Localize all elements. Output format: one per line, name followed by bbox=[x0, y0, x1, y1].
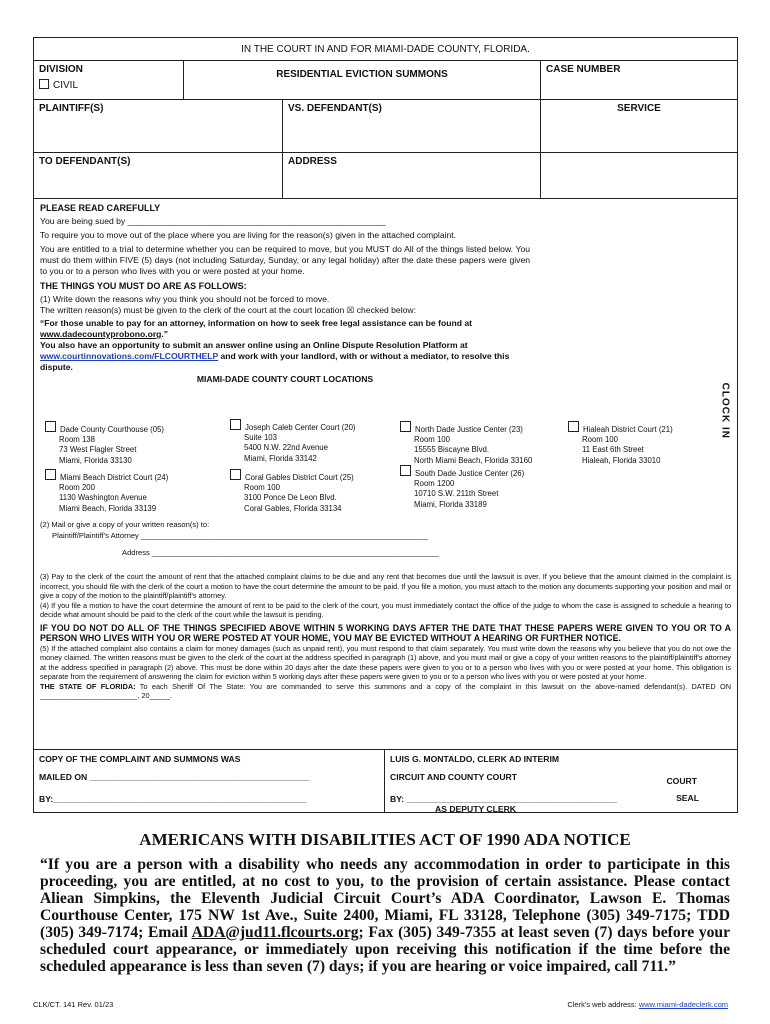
location-south-dade bbox=[400, 465, 524, 510]
location-hialeah bbox=[568, 421, 673, 466]
location-line: 73 West Flagler Street bbox=[59, 445, 137, 455]
sued-by-line: You are being sued by ______________________________________________________ bbox=[40, 216, 386, 226]
case-number-label: CASE NUMBER bbox=[546, 64, 621, 75]
form-title-cell bbox=[184, 61, 541, 99]
location-line: Room 100 bbox=[244, 483, 280, 493]
location-line: 1130 Washington Avenue bbox=[59, 493, 147, 503]
location-line: Miami Beach, Florida 33139 bbox=[59, 503, 157, 513]
by-left-line: BY:_____________________________________________________ bbox=[39, 794, 307, 804]
location-checkbox[interactable] bbox=[230, 419, 241, 430]
mail-section bbox=[40, 519, 700, 558]
location-line: Suite 103 bbox=[244, 433, 277, 443]
defendant-cell bbox=[283, 100, 541, 152]
location-line: Dade County Courthouse (05) bbox=[60, 425, 165, 434]
ada-text bbox=[40, 856, 730, 975]
division-cell bbox=[34, 61, 184, 99]
parties-row bbox=[34, 100, 737, 153]
division-label: DIVISION bbox=[39, 64, 83, 75]
location-line: Hialeah, Florida 33010 bbox=[582, 455, 661, 465]
location-line: 11 East 6th Street bbox=[582, 445, 644, 455]
item1-a: (1) Write down the reasons why you think you should not be forced to move. bbox=[40, 294, 330, 304]
service-label: SERVICE bbox=[617, 103, 661, 114]
location-line: 5400 N.W. 22nd Avenue bbox=[244, 443, 328, 453]
read-carefully: PLEASE READ CAREFULLY bbox=[40, 203, 161, 213]
things-header: THE THINGS YOU MUST DO ARE AS FOLLOWS: bbox=[40, 281, 247, 291]
civil-checkbox[interactable] bbox=[39, 79, 49, 89]
item1-b: The written reason(s) must be given to the clerk of the court at the court location ☒ checked below: bbox=[40, 305, 416, 315]
blank-cell bbox=[541, 153, 737, 198]
summons-form bbox=[33, 37, 738, 813]
mail-line-2: Plaintiff/Plaintiff's Attorney ____________________________________________________________________ bbox=[52, 531, 429, 540]
defendant-label: VS. DEFENDANT(S) bbox=[288, 103, 382, 114]
court-title-row bbox=[34, 38, 737, 61]
legal-help-a: “For those unable to pay for an attorney, information on how to seek free legal assistance can be found at bbox=[40, 318, 472, 328]
location-line: Miami, Florida 33189 bbox=[414, 499, 487, 509]
location-line: North Dade Justice Center (23) bbox=[415, 425, 523, 434]
court-title: IN THE COURT IN AND FOR MIAMI-DADE COUNTY, FLORIDA. bbox=[241, 43, 530, 55]
state-of-florida bbox=[40, 682, 731, 701]
locations-title: MIAMI-DADE COUNTY COURT LOCATIONS bbox=[196, 374, 374, 384]
location-line: Miami Beach District Court (24) bbox=[60, 473, 169, 482]
legal-help-b: .” bbox=[161, 329, 169, 339]
to-defendant-cell bbox=[34, 153, 283, 198]
clerk-court: CIRCUIT AND COUNTY COURT bbox=[390, 772, 517, 782]
odr-b: and work with your landlord, with or without a mediator, to resolve this dispute. bbox=[40, 351, 510, 372]
plaintiff-cell bbox=[34, 100, 283, 152]
address-label: ADDRESS bbox=[288, 156, 337, 167]
web-address bbox=[567, 1000, 728, 1009]
para-3: (3) Pay to the clerk of the court the amount of rent that the attached complaint claims to be due and any rent that becomes due until the lawsuit is over. If you believe that the amount claimed in the complaint is incorrect, you should file with the clerk of the court a motion to have the court determine the amount to be paid. If you file a motion, you must attach to the motion any documents supporting your position and mail or give a copy of the motion to the plaintiff/plaintiff's attorney. bbox=[40, 572, 731, 600]
location-dade-county bbox=[45, 421, 164, 466]
location-line: Hialeah District Court (21) bbox=[583, 425, 673, 434]
location-line: Joseph Caleb Center Court (20) bbox=[245, 423, 356, 432]
state-label: THE STATE OF FLORIDA: bbox=[40, 681, 136, 691]
paragraphs bbox=[40, 572, 731, 701]
mailed-on-line: MAILED ON ______________________________________________ bbox=[39, 772, 310, 782]
ada-email-link[interactable]: ADA@jud11.flcourts.org bbox=[191, 924, 359, 941]
location-miami-beach bbox=[45, 469, 168, 514]
eviction-warning: IF YOU DO NOT DO ALL OF THE THINGS SPECIFIED ABOVE WITHIN 5 WORKING DAYS AFTER THE DATE THAT THESE PAPERS WERE GIVEN TO YOU OR TO A PERSON WHO LIVES WITH YOU OR WERE POSTED AT YOUR HOME, YOU MAY BE EVICTED WITHOUT A HEARING OR FURTHER NOTICE. bbox=[40, 622, 731, 644]
location-line: Miami, Florida 33142 bbox=[244, 453, 317, 463]
web-label: Clerk's web address: bbox=[567, 1000, 639, 1009]
location-line: Room 100 bbox=[582, 435, 618, 445]
form-id: CLK/CT. 141 Rev. 01/23 bbox=[33, 1000, 114, 1009]
address-cell bbox=[283, 153, 541, 198]
case-number-cell bbox=[541, 61, 737, 99]
to-defendant-label: TO DEFENDANT(S) bbox=[39, 156, 131, 167]
location-checkbox[interactable] bbox=[400, 421, 411, 432]
location-checkbox[interactable] bbox=[568, 421, 579, 432]
location-checkbox[interactable] bbox=[400, 465, 411, 476]
mailed-cell bbox=[34, 750, 385, 812]
para-4: (4) If you file a motion to have the court determine the amount of rent to be paid to the clerk of the court, you must immediately contact the office of the judge to whom the case is assigned to schedule a hearing to decide what amount should be paid to the clerk of the court while the lawsuit is pending. bbox=[40, 600, 731, 619]
location-checkbox[interactable] bbox=[45, 469, 56, 480]
state-text: To each Sheriff Of The State: You are commanded to serve this summons and a copy of the complaint in this lawsuit on the above-named defendant(s). DATED ON ________________________, 20_____. bbox=[40, 681, 731, 701]
copy-label: COPY OF THE COMPLAINT AND SUMMONS WAS bbox=[39, 754, 241, 764]
location-checkbox[interactable] bbox=[45, 421, 56, 432]
location-line: Room 200 bbox=[59, 483, 95, 493]
location-line: Room 100 bbox=[414, 435, 450, 445]
entitled-trial-text: You are entitled to a trial to determine whether you can be required to move, but you MUST do All of the things listed below. You must do them within FIVE (5) days (not including Saturday, Sunday, or any legal holiday) after the date these papers were given to you or to a person who lives with you or were posted at your home. bbox=[40, 244, 530, 276]
location-north-dade bbox=[400, 421, 532, 466]
location-line: Room 1200 bbox=[414, 479, 455, 489]
location-checkbox[interactable] bbox=[230, 469, 241, 480]
probono-link[interactable]: www.dadecountyprobono.org bbox=[40, 329, 162, 339]
location-line: North Miami Beach, Florida 33160 bbox=[414, 455, 533, 465]
ada-notice bbox=[40, 830, 730, 975]
deputy-label: AS DEPUTY CLERK bbox=[435, 804, 517, 814]
civil-label: CIVIL bbox=[53, 80, 79, 91]
location-joseph-caleb bbox=[230, 419, 356, 464]
clerk-web-link[interactable]: www.miami-dadeclerk.com bbox=[638, 1000, 728, 1009]
clerk-box bbox=[34, 749, 737, 812]
ada-heading: AMERICANS WITH DISABILITIES ACT OF 1990 ADA NOTICE bbox=[139, 830, 631, 849]
location-line: 10710 S.W. 211th Street bbox=[414, 489, 499, 499]
ada-text-b: ; Fax (305) 349-7355 at least seven (7) days before your scheduled court appearance, or immediately upon receiving this notification if the time before the scheduled appearance is less than seven (7) days; if you are hearing or voice impaired, call 711.” bbox=[40, 924, 731, 975]
mail-line-1: (2) Mail or give a copy of your written reason(s) to: bbox=[40, 520, 210, 529]
odr-a: You also have an opportunity to submit an answer online using an Online Dispute Resolution Platform at bbox=[40, 340, 468, 350]
odr-link[interactable]: www.courtinnovations.com/FLCOURTHELP bbox=[40, 351, 219, 361]
odr-text bbox=[40, 340, 535, 373]
mail-line-3: Address ____________________________________________________________________ bbox=[122, 548, 440, 557]
service-cell bbox=[541, 100, 737, 152]
location-line: 3100 Ponce De Leon Blvd. bbox=[244, 493, 337, 503]
location-line: Room 138 bbox=[59, 435, 95, 445]
form-title: RESIDENTIAL EVICTION SUMMONS bbox=[276, 69, 448, 80]
by-right-line: BY: ____________________________________________ bbox=[390, 794, 617, 804]
location-line: Miami, Florida 33130 bbox=[59, 455, 132, 465]
require-move-text: To require you to move out of the place where you are living for the reason(s) given in the attached complaint. bbox=[40, 230, 457, 240]
plaintiff-label: PLAINTIFF(S) bbox=[39, 103, 104, 114]
legal-help-text bbox=[40, 318, 535, 340]
instructions bbox=[40, 203, 530, 384]
to-defendant-row bbox=[34, 153, 737, 198]
clock-in-label: CLOCK IN bbox=[719, 382, 730, 439]
location-line: 15555 Biscayne Blvd. bbox=[414, 445, 489, 455]
location-line: Coral Gables District Court (25) bbox=[245, 473, 354, 482]
seal-label: SEAL bbox=[676, 793, 699, 803]
location-coral-gables bbox=[230, 469, 354, 514]
body-section bbox=[34, 198, 737, 749]
location-line: Coral Gables, Florida 33134 bbox=[244, 503, 342, 513]
para-5: (5) If the attached complaint also contains a claim for money damages (such as unpaid rent), you must respond to that claim separately. You must write down the reasons why you believe that you do not owe the money claimed. The written reasons must be given to the clerk of the court at the address specified in paragraph (1) above, and you must mail or give a copy of your written reasons to the plaintiff/plaintiff's attorney at the address specified in paragraph (2) above. This must be done within 20 days after the date these papers were given to you or to a person who lives with you or were posted at your home. This obligation is separate from the requirement of answering the claim for eviction within 5 working days after these papers were given to you or to a person who lives with you or were posted at your home. bbox=[40, 643, 731, 682]
clerk-cell bbox=[385, 750, 737, 812]
division-row bbox=[34, 61, 737, 100]
ada-text-a: “If you are a person with a disability who needs any accommodation in order to participate in this proceeding, you are entitled, at no cost to you, to the provision of certain assistance. Please contact Aliean Simpkins, the Eleventh Judicial Circuit Court’s ADA Coordinator, Lawson E. Thomas Courthouse Center, 175 NW 1st Ave., Suite 2400, Miami, FL 33128, Telephone (305) 349-7175; TDD (305) 349-7174; Email bbox=[40, 856, 730, 941]
clerk-name: LUIS G. MONTALDO, CLERK AD INTERIM bbox=[390, 754, 559, 764]
location-line: South Dade Justice Center (26) bbox=[415, 469, 525, 478]
seal-court: COURT bbox=[666, 776, 697, 786]
